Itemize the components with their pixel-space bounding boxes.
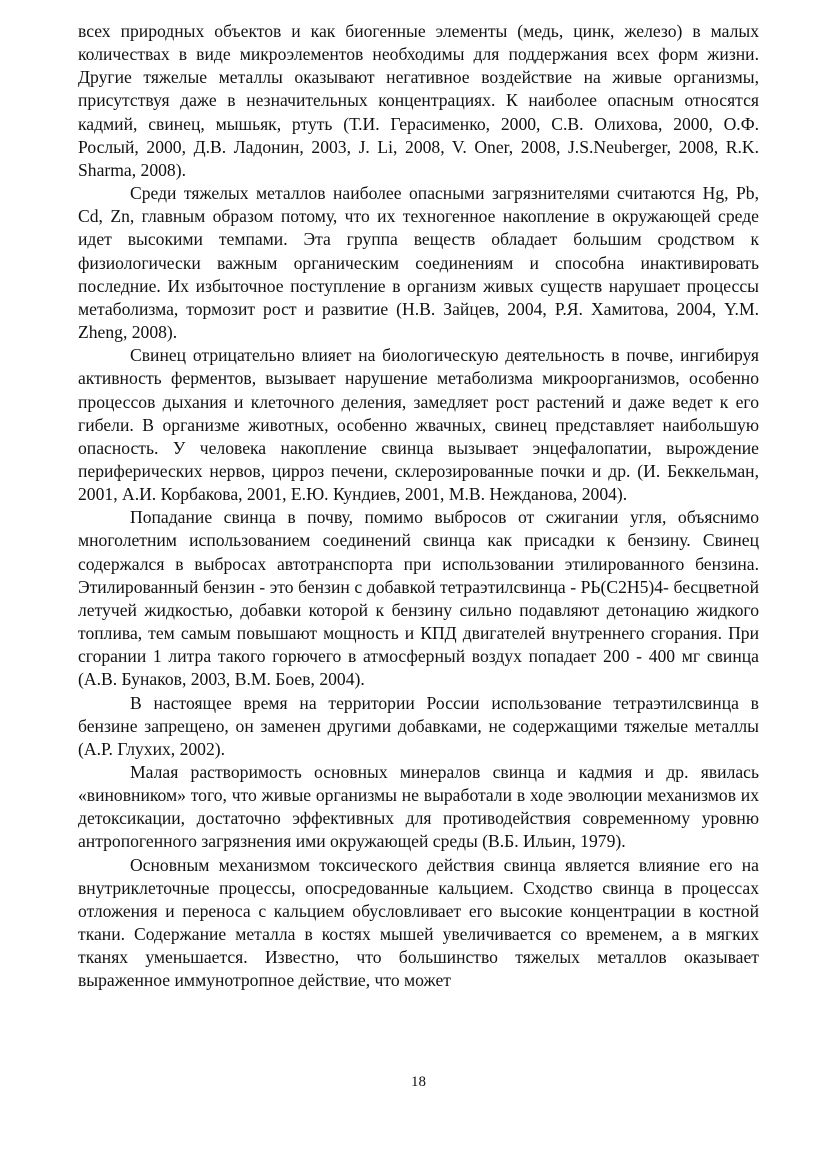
- paragraph-lead-effects: Свинец отрицательно влияет на биологическую деятельность в почве, ингибируя активность ферментов, вызывает нарушение метаболизма микроорганизмов, особенно процессов дыхания и клеточного деления, замедляет рост растений и даже ведет к его гибели. В организме животных, особенно жвачных, свинец представляет наибольшую опасность. У человека накопление свинца вызывает энцефалопатии, вырождение периферических нервов, цирроз печени, склерозированные почки и др. (И. Беккельман, 2001, А.И. Корбакова, 2001, Е.Ю. Кундиев, 2001, М.В. Нежданова, 2004).: [78, 345, 759, 505]
- paragraph-lead-gasoline: Попадание свинца в почву, помимо выбросов от сжигании угля, объяснимо многолетним использованием соединений свинца как присадки к бензину. Свинец содержался в выбросах автотранспорта при использовании этилированного бензина. Этилированный бензин - это бензин с добавкой тетраэтилсвинца - РЬ(С2Н5)4- бесцветной летучей жидкостью, добавки которой к бензину сильно подавляют детонацию жидкого топлива, тем самым повышают мощность и КПД двигателей внутреннего сгорания. При сгорании 1 литра такого горючего в атмосферный воздух попадает 200 - 400 мг свинца (А.В. Бунаков, 2003, В.М. Боев, 2004).: [78, 507, 759, 690]
- document-page: [78, 20, 759, 993]
- page-number: 18: [411, 1074, 426, 1090]
- paragraph-toxic-mechanism: Основным механизмом токсического действия свинца является влияние его на внутриклеточные процессы, опосредованные кальцием. Сходство свинца в процессах отложения и переноса с кальцием обусловливает его высокие концентрации в костной ткани. Содержание металла в костях мышей увеличивается со временем, а в мягких тканях уменьшается. Известно, что большинство тяжелых металлов оказывает выраженное иммунотропное действие, что может: [78, 854, 759, 991]
- paragraph-russia-ban: В настоящее время на территории России использование тетраэтилсвинца в бензине запрещено, он заменен другими добавками, не содержащими тяжелые металлы (А.Р. Глухих, 2002).: [78, 692, 759, 759]
- paragraph-solubility: Малая растворимость основных минералов свинца и кадмия и др. явилась «виновником» того, что живые организмы не выработали в ходе эволюции механизмов их детоксикации, достаточно эффективных для противодействия современному уровню антропогенного загрязнения ими окружающей среды (В.Б. Ильин, 1979).: [78, 762, 759, 852]
- paragraph-heavy-metals-pollutants: Среди тяжелых металлов наиболее опасными загрязнителями считаются Hg, Pb, Cd, Zn, главным образом потому, что их техногенное накопление в окружающей среде идет высокими темпами. Эта группа веществ обладает большим сродством к физиологически важным органическим соединениям и способна инактивировать последние. Их избыточное поступление в организм живых существ нарушает процессы метаболизма, тормозит рост и развитие (Н.В. Зайцев, 2004, Р.Я. Хамитова, 2004, Y.M. Zheng, 2008).: [78, 183, 759, 343]
- paragraph-continuation: всех природных объектов и как биогенные элементы (медь, цинк, железо) в малых количествах в виде микроэлементов необходимы для поддержания всех форм жизни. Другие тяжелые металлы оказывают негативное воздействие на живые организмы, присутствуя даже в незначительных концентрациях. К наиболее опасным относятся кадмий, свинец, мышьяк, ртуть (Т.И. Герасименко, 2000, С.В. Олихова, 2000, О.Ф. Рослый, 2000, Д.В. Ладонин, 2003, J. Li, 2008, V. Oner, 2008, J.S.Neuberger, 2008, R.K. Sharma, 2008).: [78, 21, 759, 180]
